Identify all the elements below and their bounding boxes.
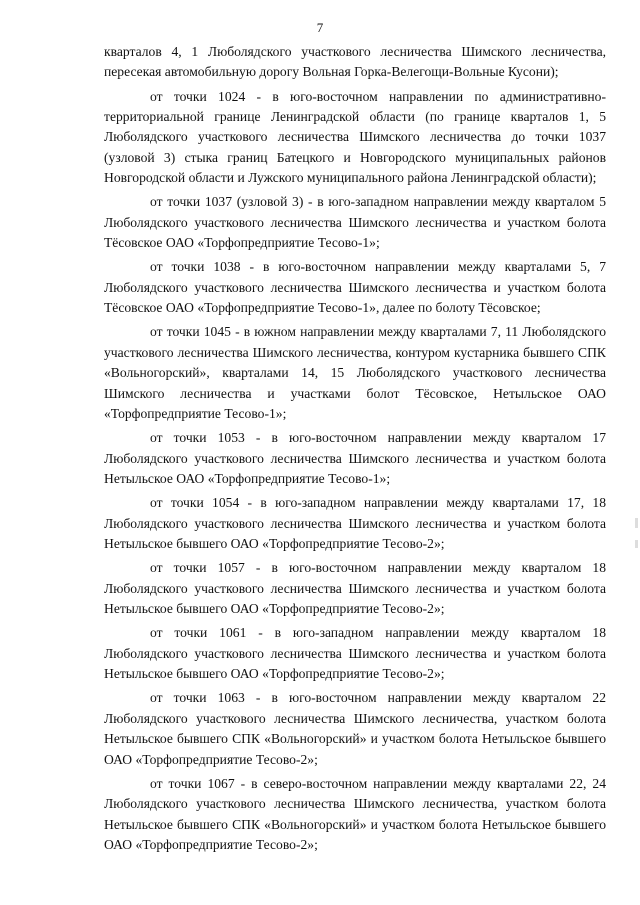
document-body [104, 42, 606, 859]
paragraph-7: от точки 1054 - в юго-западном направлении между кварталами 17, 18 Люболядского участкового лесничества Шимского лесничества и участком болота Нетыльское бывшего ОАО «Торфопредприятие Тесово-2»; [104, 495, 606, 552]
paragraph-2: от точки 1024 - в юго-восточном направлении по административно-территориальной границе Ленинградской области (по границе кварталов 1, 5 Люболядского участкового лесничества Шимского лесничества до точки 1037 (узловой 3) стыка границ Батецкого и Новгородского муниципальных районов Новгородской области и Лужского муниципального района Ленинградской области); [104, 88, 606, 186]
paragraph-11: от точки 1067 - в северо-восточном направлении между кварталами 22, 24 Люболядского участкового лесничества Шимского лесничества, участком болота Нетыльское бывшего СПК «Вольногорский» и участком болота Нетыльское бывшего ОАО «Торфопредприятие Тесово-2»; [104, 775, 606, 852]
scan-edge-mark [635, 540, 638, 548]
paragraph-10: от точки 1063 - в юго-восточном направлении между кварталом 22 Люболядского участкового лесничества Шимского лесничества, участком болота Нетыльское бывшего СПК «Вольногорский» и участком болота Нетыльское бывшего ОАО «Торфопредприятие Тесово-2»; [104, 690, 606, 767]
paragraph-3: от точки 1037 (узловой 3) - в юго-западном направлении между кварталом 5 Люболядского участкового лесничества Шимского лесничества и участком болота Тёсовское ОАО «Торфопредприятие Тесово-1»; [104, 194, 606, 251]
page-number: 7 [316, 20, 324, 35]
paragraph-8: от точки 1057 - в юго-восточном направлении между кварталом 18 Люболядского участкового лесничества Шимского лесничества и участком болота Нетыльское бывшего ОАО «Торфопредприятие Тесово-2»; [104, 560, 606, 617]
paragraph-4: от точки 1038 - в юго-восточном направлении между кварталами 5, 7 Люболядского участкового лесничества Шимского лесничества и участком болота Тёсовское ОАО «Торфопредприятие Тесово-1», далее по болоту Тёсовское; [104, 259, 606, 316]
paragraph-9: от точки 1061 - в юго-западном направлении между кварталом 18 Люболядского участкового лесничества Шимского лесничества и участком болота Нетыльское бывшего ОАО «Торфопредприятие Тесово-2»; [104, 625, 606, 682]
scan-edge-mark [635, 518, 638, 528]
paragraph-1: кварталов 4, 1 Люболядского участкового лесничества Шимского лесничества, пересекая автомобильную дорогу Вольная Горка-Велегощи-Вольные Кусони); [104, 44, 606, 80]
paragraph-6: от точки 1053 - в юго-восточном направлении между кварталом 17 Люболядского участкового лесничества Шимского лесничества и участком болота Нетыльское ОАО «Торфопредприятие Тесово-1»; [104, 430, 606, 487]
paragraph-5: от точки 1045 - в южном направлении между кварталами 7, 11 Люболядского участкового лесничества Шимского лесничества, контуром кустарника бывшего СПК «Вольногорский», кварталами 14, 15 Люболядского участкового лесничества Шимского лесничества и участками болот Тёсовское, Нетыльское ОАО «Торфопредприятие Тесово-1»; [104, 324, 606, 422]
